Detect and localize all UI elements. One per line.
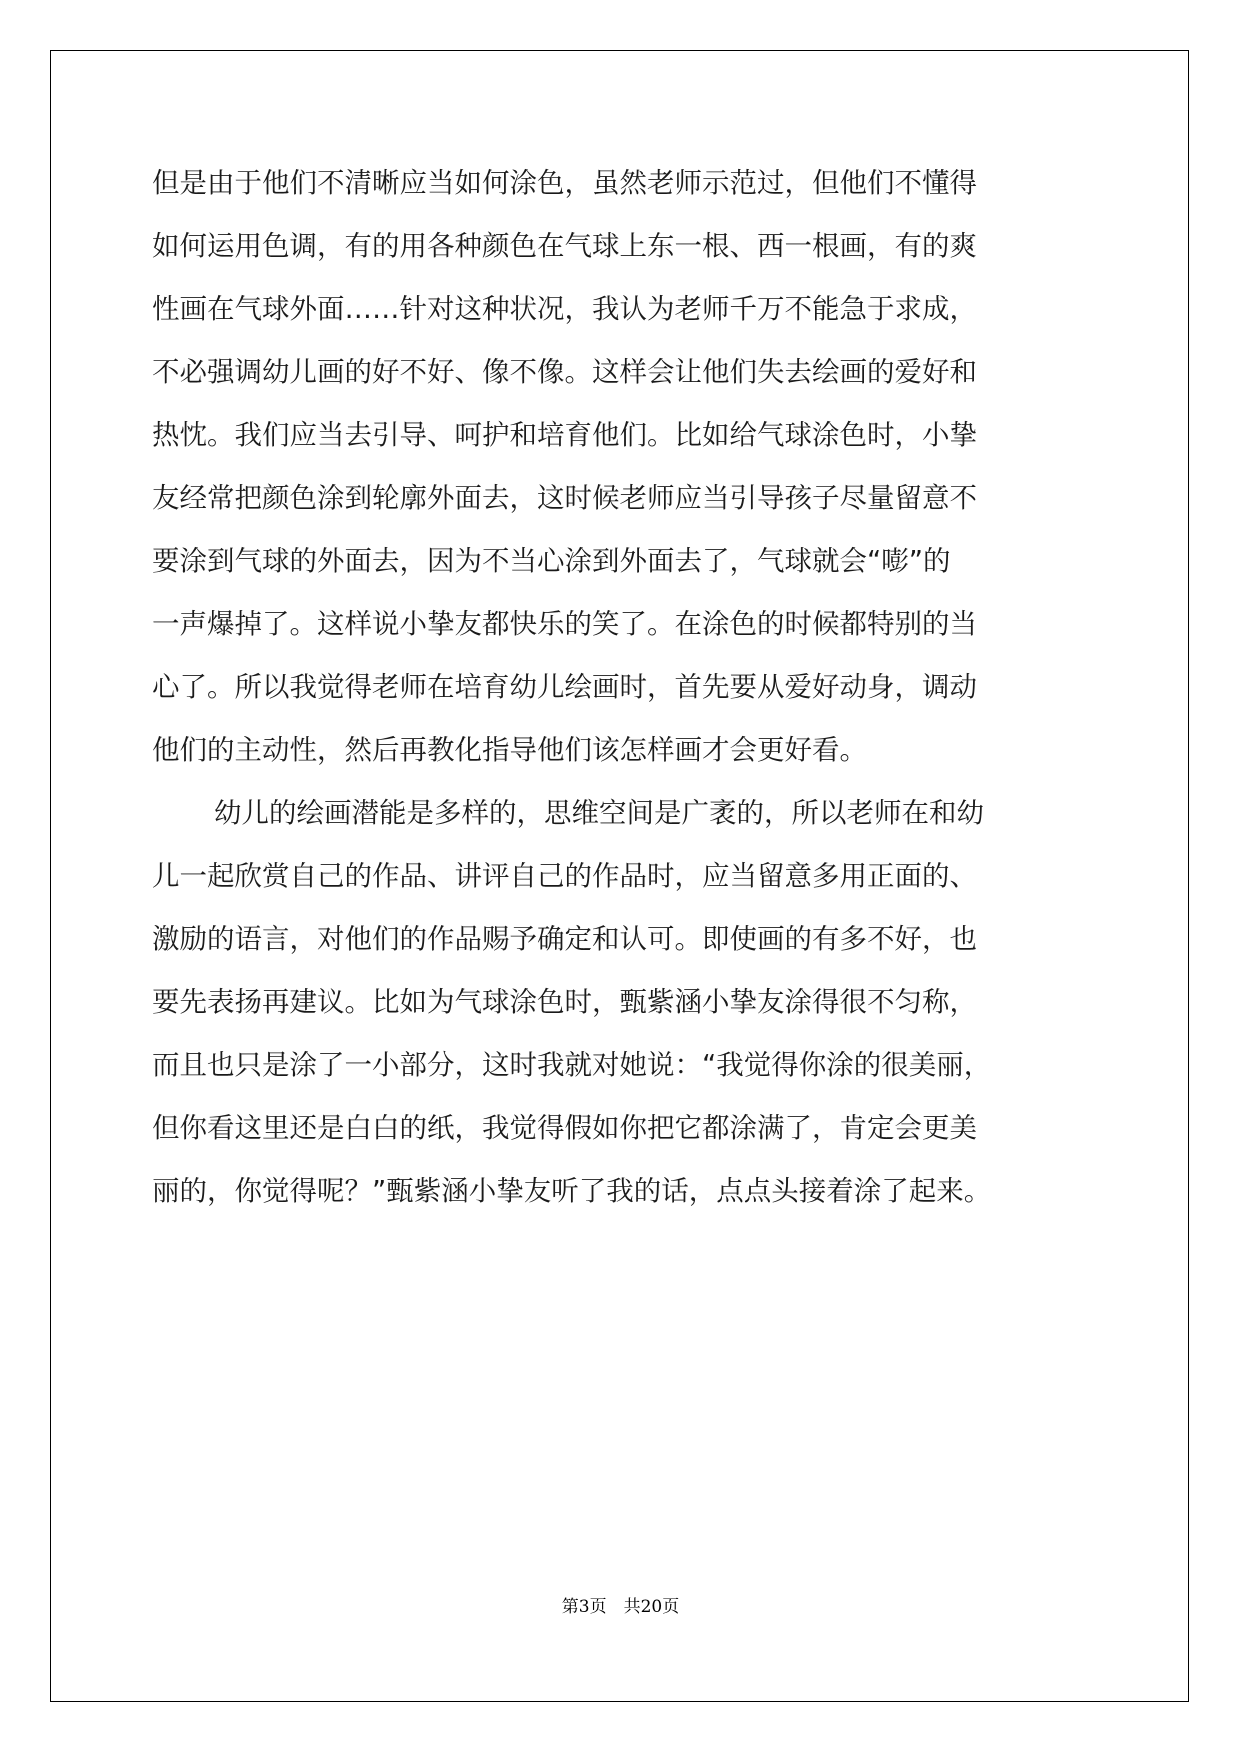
paragraph-1-line-9: 心了。所以我觉得老师在培育幼儿绘画时，首先要从爱好动身，调动	[152, 671, 977, 703]
paragraph-2-line-3: 激励的语言，对他们的作品赐予确定和认可。即使画的有多不好，也	[152, 923, 977, 955]
paragraph-1-line-2: 如何运用色调，有的用各种颜色在气球上东一根、西一根画，有的爽	[152, 230, 977, 262]
paragraph-1-line-5: 热忱。我们应当去引导、呵护和培育他们。比如给气球涂色时，小挚	[152, 419, 977, 451]
paragraph-1-line-4: 不必强调幼儿画的好不好、像不像。这样会让他们失去绘画的爱好和	[152, 356, 977, 388]
paragraph-2-line-4: 要先表扬再建议。比如为气球涂色时，甄紫涵小挚友涂得很不匀称，	[152, 986, 977, 1018]
paragraph-2-line-5: 而且也只是涂了一小部分，这时我就对她说：“我觉得你涂的很美丽，	[152, 1049, 992, 1081]
paragraph-1-line-1: 但是由于他们不清晰应当如何涂色，虽然老师示范过，但他们不懂得	[152, 167, 977, 199]
paragraph-2-line-7: 丽的，你觉得呢？”甄紫涵小挚友听了我的话，点点头接着涂了起来。	[152, 1175, 992, 1207]
paragraph-2-line-6: 但你看这里还是白白的纸，我觉得假如你把它都涂满了，肯定会更美	[152, 1112, 977, 1144]
paragraph-2-line-2: 儿一起欣赏自己的作品、讲评自己的作品时，应当留意多用正面的、	[152, 860, 977, 892]
paragraph-1-line-3: 性画在气球外面……针对这种状况，我认为老师千万不能急于求成，	[152, 293, 977, 325]
paragraph-2-line-1: 幼儿的绘画潜能是多样的，思维空间是广袤的，所以老师在和幼	[214, 797, 984, 829]
paragraph-1-line-8: 一声爆掉了。这样说小挚友都快乐的笑了。在涂色的时候都特别的当	[152, 608, 977, 640]
paragraph-1-line-10: 他们的主动性，然后再教化指导他们该怎样画才会更好看。	[152, 734, 867, 766]
paragraph-1-line-7: 要涂到气球的外面去，因为不当心涂到外面去了，气球就会“嘭”的	[152, 545, 951, 577]
paragraph-1-line-6: 友经常把颜色涂到轮廓外面去，这时候老师应当引导孩子尽量留意不	[152, 482, 977, 514]
page-number-footer: 第3页 共20页	[561, 1597, 680, 1617]
